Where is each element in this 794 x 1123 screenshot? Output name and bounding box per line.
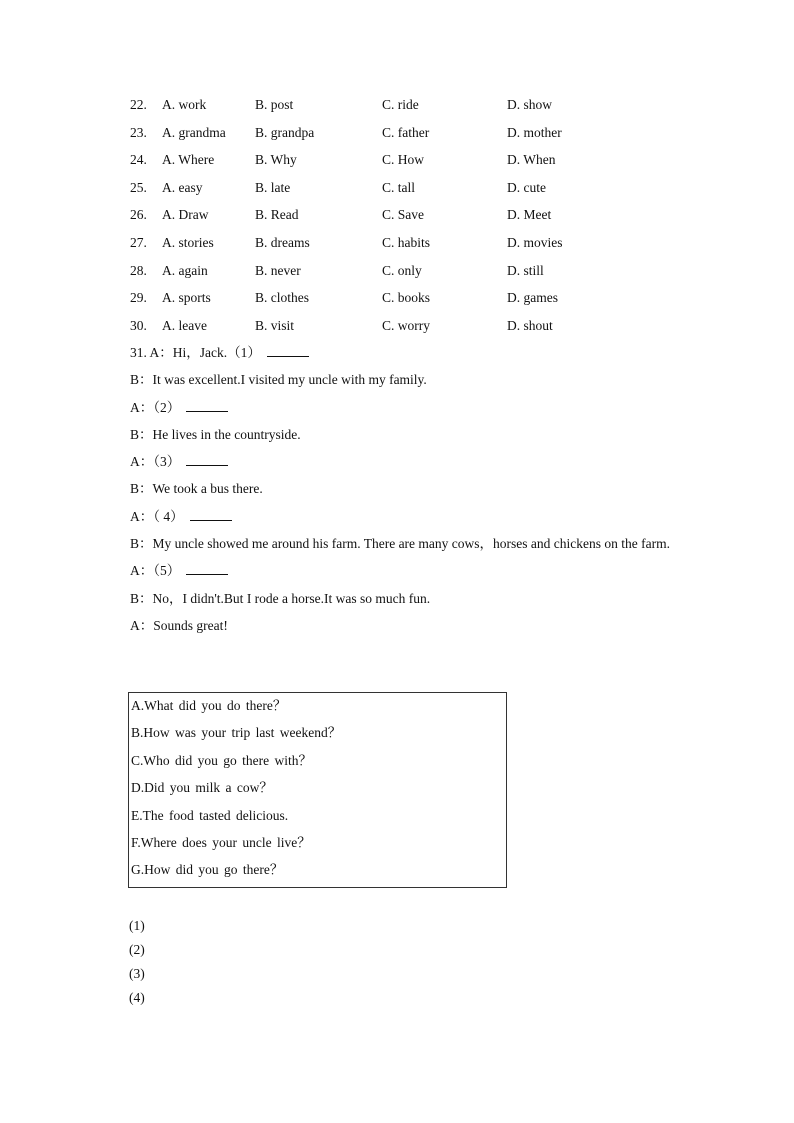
dialogue [130, 343, 730, 643]
question-row [130, 123, 690, 151]
answer-blank[interactable] [186, 561, 228, 575]
option-item: F.Where does your uncle live？ [131, 834, 311, 850]
option-item: C.Who did you go there with？ [131, 752, 312, 768]
option-d: D. mother [507, 124, 562, 140]
dialogue-text: A：（ 4） [130, 508, 184, 524]
question-number: 23. [130, 124, 147, 140]
question-number: 27. [130, 234, 147, 250]
options-box [128, 692, 507, 888]
question-number: 25. [130, 179, 147, 195]
option-d: D. games [507, 290, 558, 306]
option-a: A. stories [162, 234, 214, 250]
option-b: B. visit [255, 317, 295, 333]
option-item: D.Did you milk a cow？ [131, 780, 273, 796]
dialogue-line: B：No，I didn't.But I rode a horse.It was so much fun. [130, 590, 431, 606]
question-number: 30. [130, 317, 147, 333]
option-b: B. dreams [255, 234, 310, 250]
option-item: G.How did you go there？ [131, 862, 284, 878]
option-b: B. Read [255, 207, 299, 223]
question-row [130, 261, 690, 289]
answer-blank[interactable] [267, 343, 309, 357]
option-item: A.What did you do there？ [131, 698, 287, 713]
answer-list [129, 916, 145, 1012]
option-d: D. When [507, 152, 556, 168]
dialogue-text: A：（2） [130, 399, 181, 415]
answer-line[interactable]: (2) [129, 942, 145, 957]
question-number: 22. [130, 97, 147, 112]
option-c: C. father [382, 124, 430, 140]
option-item: E.The food tasted delicious. [131, 807, 289, 823]
dialogue-text: A：（5） [130, 563, 181, 579]
answer-blank[interactable] [186, 452, 228, 466]
option-d: D. shout [507, 317, 553, 333]
multiple-choice-list [130, 95, 690, 343]
dialogue-text: A：（3） [130, 454, 181, 470]
option-a: A. sports [162, 290, 211, 306]
question-row [130, 150, 690, 178]
answer-line[interactable]: (1) [129, 918, 145, 933]
option-c: C. Save [382, 207, 424, 223]
option-a: A. easy [162, 179, 203, 195]
dialogue-line [130, 452, 730, 479]
dialogue-line: B：He lives in the countryside. [130, 426, 301, 442]
answer-line[interactable]: (3) [129, 966, 145, 981]
option-item: B.How was your trip last weekend？ [131, 725, 342, 741]
option-b: B. late [255, 179, 291, 195]
option-a: A. leave [162, 317, 207, 333]
question-row [130, 316, 690, 344]
dialogue-line [130, 507, 730, 534]
option-c: C. only [382, 262, 422, 278]
answer-blank[interactable] [186, 398, 228, 412]
option-d: D. show [507, 97, 553, 112]
answer-blank[interactable] [190, 507, 232, 521]
option-a: A. Draw [162, 207, 209, 223]
option-d: D. still [507, 262, 544, 278]
option-b: B. grandpa [255, 124, 315, 140]
option-c: C. tall [382, 179, 415, 195]
answer-line[interactable]: (4) [129, 990, 145, 1005]
question-row [130, 233, 690, 261]
option-b: B. post [255, 97, 294, 112]
option-b: B. clothes [255, 290, 309, 306]
dialogue-line [130, 561, 730, 588]
option-c: C. How [382, 152, 425, 168]
option-c: C. books [382, 290, 431, 306]
option-d: D. cute [507, 179, 546, 195]
option-d: D. movies [507, 234, 563, 250]
question-row [130, 205, 690, 233]
question-number: 28. [130, 262, 147, 278]
dialogue-line [130, 343, 730, 370]
option-b: B. Why [255, 152, 297, 168]
question-row [130, 288, 690, 316]
question-row [130, 95, 690, 123]
dialogue-line: A：Sounds great! [130, 617, 228, 633]
dialogue-line: B：My uncle showed me around his farm. There are many cows，horses and chickens on the farm. [130, 536, 670, 552]
option-a: A. work [162, 97, 207, 112]
option-a: A. Where [162, 152, 215, 168]
dialogue-line: B：We took a bus there. [130, 481, 263, 497]
question-number: 26. [130, 207, 147, 223]
option-b: B. never [255, 262, 301, 278]
dialogue-text: 31. A：Hi，Jack.（1） [130, 345, 261, 360]
question-number: 24. [130, 152, 147, 168]
option-c: C. ride [382, 97, 419, 112]
dialogue-line [130, 398, 730, 425]
option-a: A. grandma [162, 124, 226, 140]
question-number: 29. [130, 290, 147, 306]
dialogue-line: B：It was excellent.I visited my uncle with my family. [130, 372, 427, 388]
option-a: A. again [162, 262, 208, 278]
option-c: C. habits [382, 234, 431, 250]
option-d: D. Meet [507, 207, 552, 223]
option-c: C. worry [382, 317, 430, 333]
question-row [130, 178, 690, 206]
